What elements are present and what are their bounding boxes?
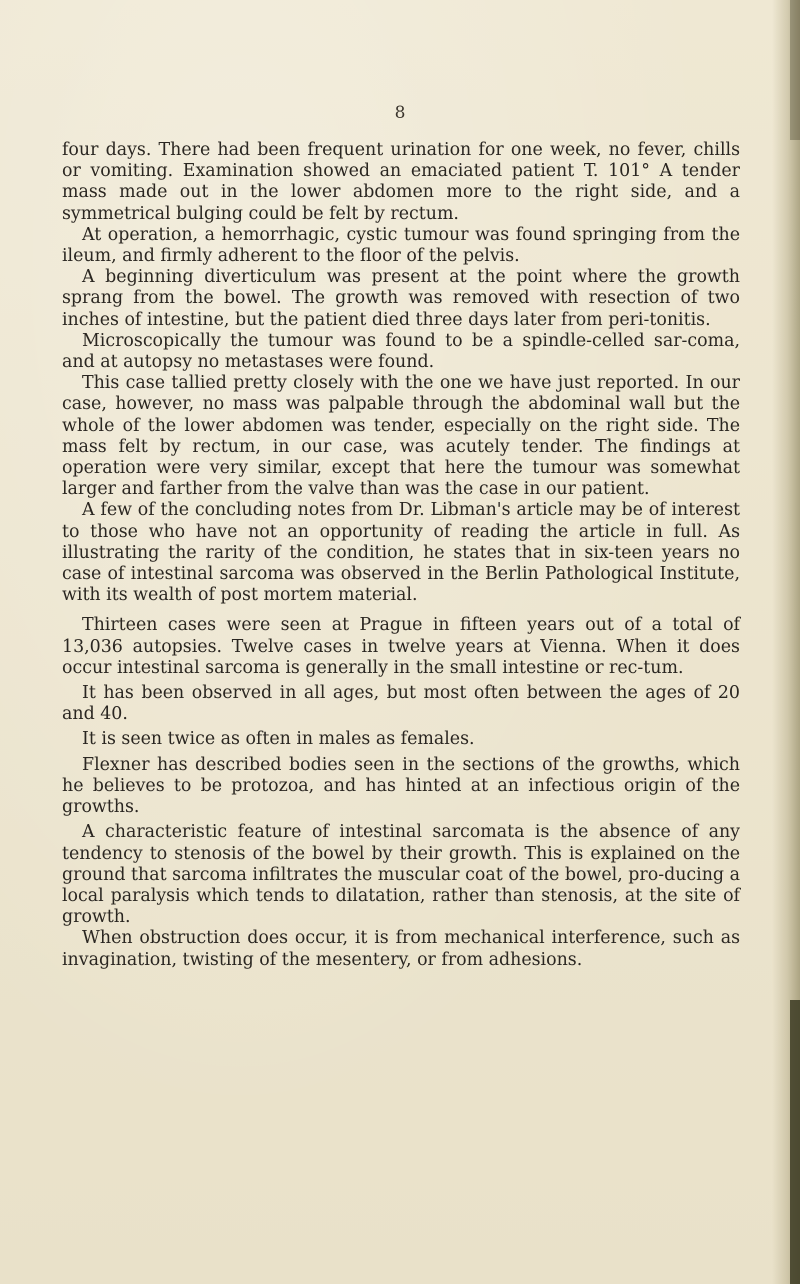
paragraph-flexner: Flexner has described bodies seen in the sections of the growths, which he believes to be protozoa, and has hinted at an infectious origin of the growths. (62, 754, 740, 818)
page-number: 8 (394, 103, 406, 123)
paragraph-comparison: This case tallied pretty closely with the one we have just reported. In our case, however, no mass was palpable through the abdominal wall but the whole of the lower abdomen was tender, especially on the right side. The mass felt by rectum, in our case, was acutely tender. The findings at operation were very similar, except that here the tumour was somewhat larger and farther from the valve than was the case in our patient. (62, 373, 740, 500)
paragraph-sex-ratio: It is seen twice as often in males as females. (82, 729, 475, 750)
page-edge-dark-bottom (790, 1000, 800, 1284)
paragraph-microscopy: Microscopically the tumour was found to be a spindle-celled sar-coma, and at autopsy no metastases were found. (62, 330, 740, 373)
paragraph-diverticulum: A beginning diverticulum was present at the point where the growth sprang from the bowel. The growth was removed with resection of two inches of intestine, but the patient died three days later from peri-tonitis. (62, 267, 740, 330)
paragraph-obstruction: When obstruction does occur, it is from mechanical interference, such as invagination, twisting of the mesentery, or from adhesions. (62, 928, 740, 970)
paragraph-ages: It has been observed in all ages, but most often between the ages of 20 and 40. (62, 683, 740, 725)
paragraph-stenosis: A characteristic feature of intestinal sarcomata is the absence of any tendency to stenosis of the bowel by their growth. This is explained on the ground that sarcoma infiltrates the muscular coat of the bowel, pro-ducing a local paralysis which tends to dilatation, rather than stenosis, at the site of growth. (62, 822, 740, 928)
body-text (62, 140, 740, 971)
paragraph-libman-notes: A few of the concluding notes from Dr. Libman's article may be of interest to those who have not an opportunity of reading the article in full. As illustrating the rarity of the condition, he states that in six-teen years no case of intestinal sarcoma was observed in the Berlin Pathological Institute, with its wealth of post mortem material. (62, 500, 740, 606)
paragraph-operation: At operation, a hemorrhagic, cystic tumour was found springing from the ileum, and firmly adherent to the floor of the pelvis. (62, 224, 740, 267)
paragraph-continuation: four days. There had been frequent urination for one week, no fever, chills or vomiting. Examination showed an emaciated patient T. 101° A tender mass made out in the lower abdomen more to the right side, and a symmetrical bulging could be felt by rectum. (62, 140, 740, 224)
paragraph-case-counts: Thirteen cases were seen at Prague in fifteen years out of a total of 13,036 autopsies. Twelve cases in twelve years at Vienna. When it does occur intestinal sarcoma is generally in the small intestine or rec-tum. (62, 615, 740, 678)
